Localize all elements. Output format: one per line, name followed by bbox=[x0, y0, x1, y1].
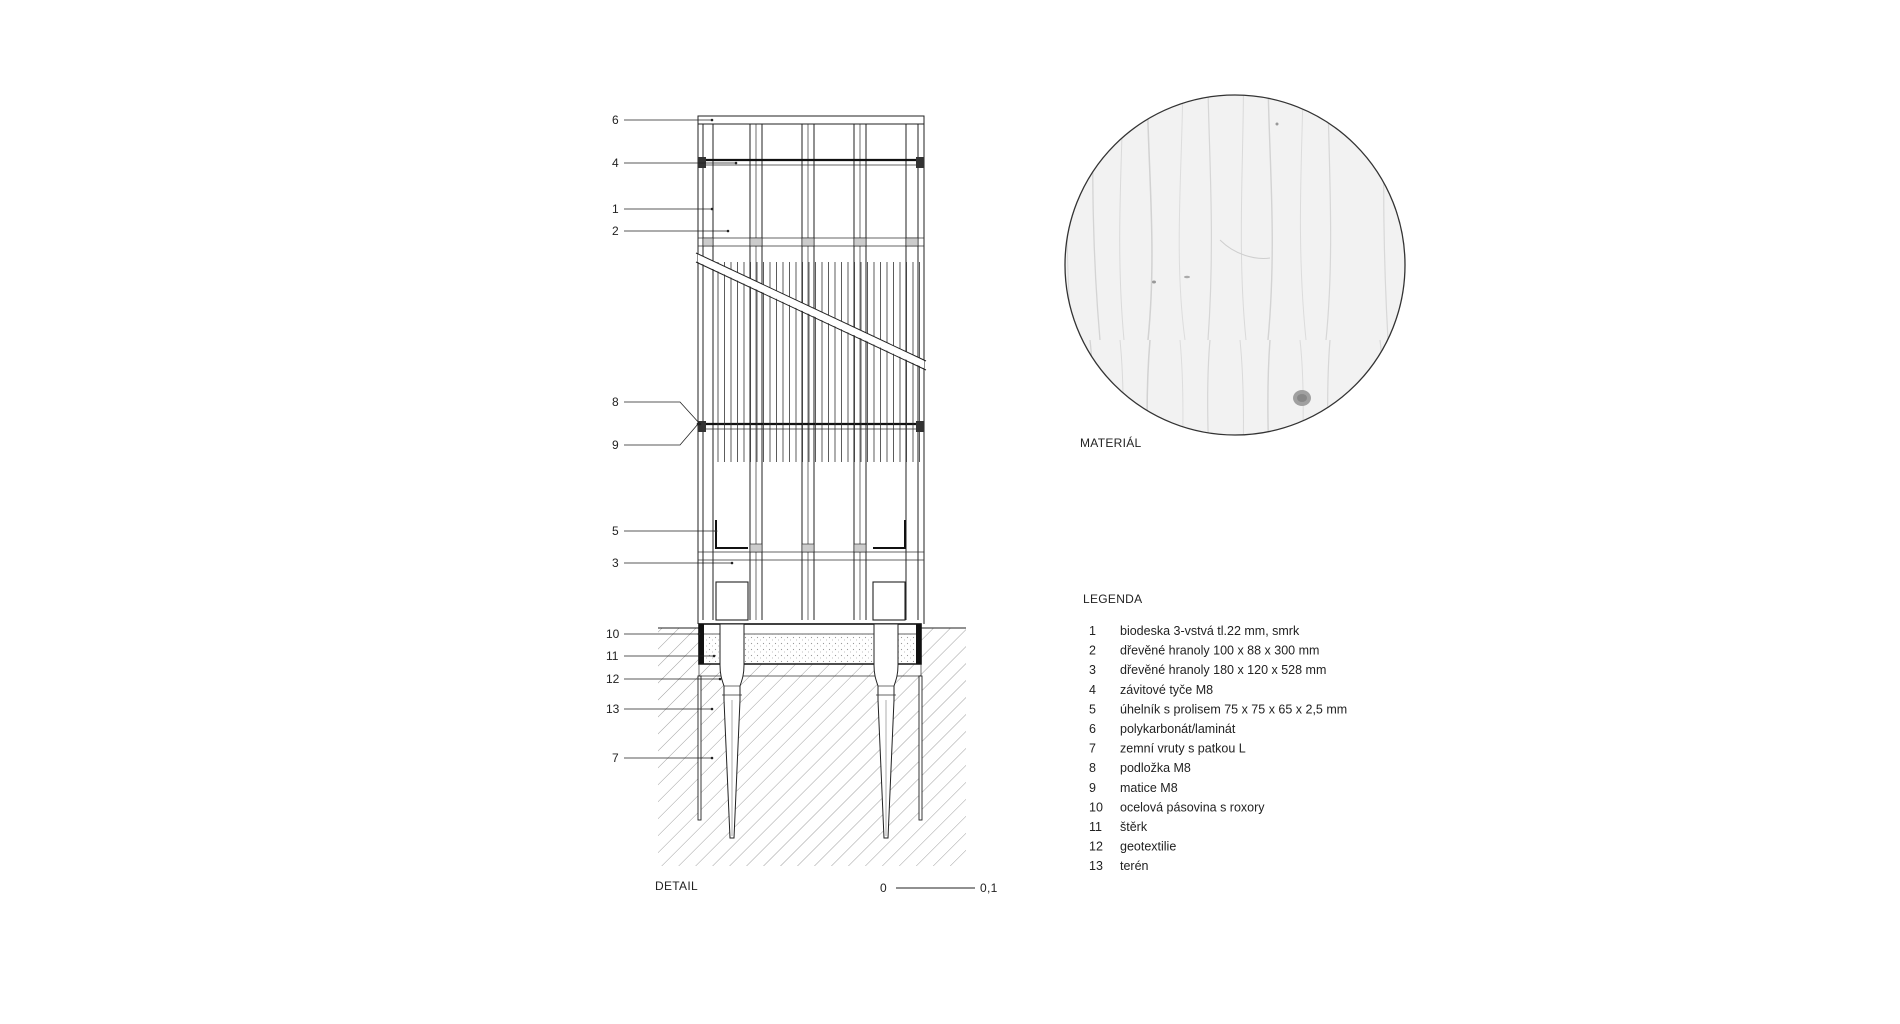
legend-number: 4 bbox=[1089, 682, 1096, 697]
vertical-boards bbox=[714, 262, 920, 551]
callout-number-10: 10 bbox=[606, 627, 620, 641]
legend-title: LEGENDA bbox=[1083, 592, 1143, 606]
legend-number: 10 bbox=[1089, 800, 1103, 815]
legend-item-text: biodeska 3-vstvá tl.22 mm, smrk bbox=[1120, 624, 1300, 638]
callout-number-6: 6 bbox=[612, 113, 619, 127]
legend-number: 7 bbox=[1089, 741, 1096, 756]
callout-number-12: 12 bbox=[606, 672, 620, 686]
legend-list bbox=[1089, 624, 1347, 873]
callout-leader-9 bbox=[624, 424, 698, 445]
legend-item-text: podložka M8 bbox=[1120, 761, 1191, 776]
legend-item-text: dřevěné hranoly 100 x 88 x 300 mm bbox=[1120, 643, 1320, 658]
callout-number-3: 3 bbox=[612, 556, 619, 570]
legend-item-text: terén bbox=[1120, 859, 1149, 874]
callout-number-5: 5 bbox=[612, 524, 619, 538]
legend-item-text: štěrk bbox=[1120, 820, 1148, 834]
legend-item-text: závitové tyče M8 bbox=[1120, 682, 1214, 697]
legend-item-text: zemní vruty s patkou L bbox=[1120, 741, 1246, 756]
legend-number: 3 bbox=[1089, 663, 1096, 678]
legend-item-text: matice M8 bbox=[1120, 780, 1178, 795]
material-caption: MATERIÁL bbox=[1080, 436, 1142, 450]
callout-number-7: 7 bbox=[612, 751, 619, 765]
legend-number: 5 bbox=[1089, 702, 1096, 717]
callout-number-8: 8 bbox=[612, 395, 619, 409]
legend-number: 9 bbox=[1089, 780, 1096, 795]
detail-caption: DETAIL bbox=[655, 879, 698, 893]
callout-number-11: 11 bbox=[606, 649, 619, 663]
legend-item-text: dřevěné hranoly 180 x 120 x 528 mm bbox=[1120, 663, 1327, 678]
legend-item-text: úhelník s prolisem 75 x 75 x 65 x 2,5 mm bbox=[1120, 702, 1348, 717]
scale-end: 0,1 bbox=[980, 881, 998, 895]
scale-start: 0 bbox=[880, 881, 887, 895]
legend-item-text: geotextilie bbox=[1120, 839, 1177, 854]
callout-number-1: 1 bbox=[612, 202, 619, 216]
callout-number-2: 2 bbox=[612, 224, 619, 238]
callout-number-13: 13 bbox=[606, 702, 620, 716]
callout-number-4: 4 bbox=[612, 156, 619, 170]
scale-bar bbox=[880, 881, 998, 895]
wall-elevation bbox=[696, 116, 926, 624]
legend-number: 12 bbox=[1089, 839, 1103, 854]
legend-number: 6 bbox=[1089, 722, 1096, 736]
legend-item-text: polykarbonát/laminát bbox=[1120, 722, 1236, 736]
legend-number: 11 bbox=[1089, 820, 1102, 834]
threaded-rod-middle bbox=[698, 421, 924, 432]
legend-number: 2 bbox=[1089, 643, 1096, 658]
legend-number: 8 bbox=[1089, 761, 1096, 776]
material-sample bbox=[1060, 90, 1410, 440]
legend-number: 1 bbox=[1089, 624, 1096, 638]
break-line bbox=[696, 253, 926, 370]
threaded-rod-top bbox=[698, 157, 924, 168]
legend-item-text: ocelová pásovina s roxory bbox=[1120, 800, 1265, 815]
callout-leader-8 bbox=[624, 402, 700, 424]
callout-number-9: 9 bbox=[612, 438, 619, 452]
legend-number: 13 bbox=[1089, 859, 1103, 874]
